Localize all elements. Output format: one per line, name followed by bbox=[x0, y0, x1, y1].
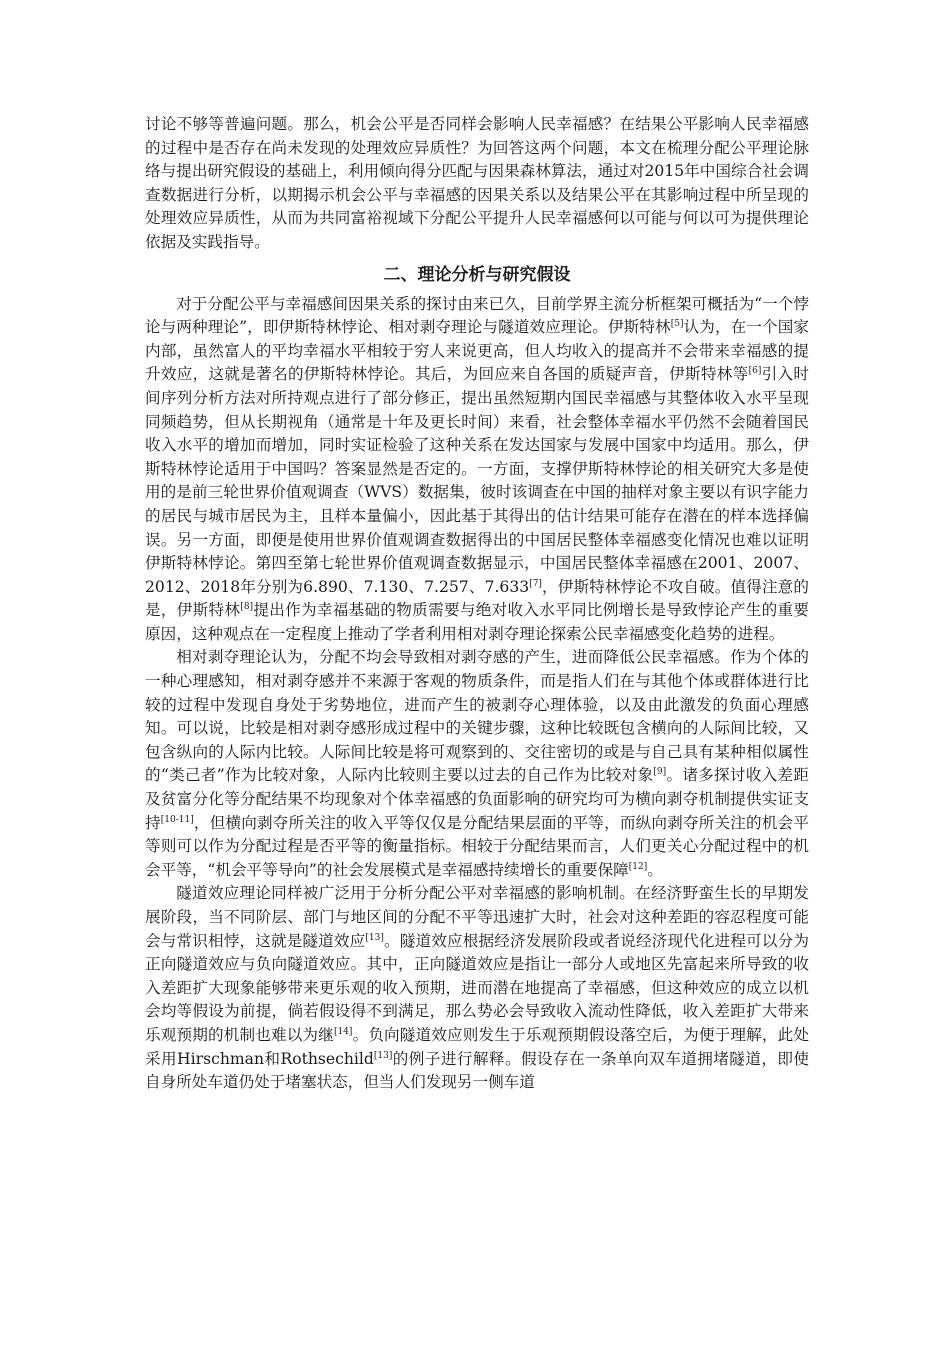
citation-ref: [12] bbox=[628, 861, 648, 872]
text-run: 对于分配公平与幸福感间因果关系的探讨由来已久，目前学界主流分析框架可概括为“一个悖论与两种理论”，即伊斯特林悖论、相对剥夺理论与隧道效应理论。伊斯特林 bbox=[145, 294, 809, 337]
section-heading: 二、理论分析与研究假设 bbox=[383, 264, 571, 285]
text-run: 。隧道效应根据经济发展阶段或者说经济现代化进程可以分为正向隧道效应与负向隧道效应。其中，正向隧道效应是指让一部分人或地区先富起来所导致的收入差距扩大现象能够带来更乐观的收入预期，进而潜在地提高了幸福感，但这种效应的成立以机会均等假设为前提，倘若假设得不到满足，那么势必会导致收入流动性降低，收入差距扩大带来乐观预期的机制也难以为继 bbox=[145, 931, 809, 1044]
text-run: ，但横向剥夺所关注的收入平等仅仅是分配结果层面的平等，而纵向剥夺所关注的机会平等则可以作为分配过程是否平等的衡量指标。相较于分配结果而言，人们更关心分配过程中的机会平等，“机会平等导向”的社会发展模式是幸福感持续增长的重要保障 bbox=[145, 813, 809, 879]
citation-ref: [14] bbox=[333, 1026, 353, 1037]
text-run: 。诸多探讨收入差距及贫富分化等分配结果不均现象对个体幸福感的负面影响的研究均可为横向剥夺机制提供实证支持 bbox=[145, 766, 809, 832]
paragraph-relative-deprivation bbox=[145, 646, 809, 882]
citation-ref: [5] bbox=[670, 318, 684, 329]
citation-ref: [13] bbox=[373, 1050, 393, 1061]
citation-ref: [9] bbox=[653, 767, 667, 778]
text-run: ，伊斯特林悖论不攻自破。值得注意的是，伊斯特林 bbox=[145, 577, 809, 620]
text-run: 。 bbox=[647, 860, 663, 879]
citation-ref: [6] bbox=[748, 366, 762, 377]
paragraph-intro-continuation: 讨论不够等普遍问题。那么，机会公平是否同样会影响人民幸福感？在结果公平影响人民幸福感的过程中是否存在尚未发现的处理效应异质性？为回答这两个问题，本文在梳理分配公平理论脉络与提出研究假设的基础上，利用倾向得分匹配与因果森林算法，通过对2015年中国综合社会调查数据进行分析，以期揭示机会公平与幸福感的因果关系以及结果公平在其影响过程中所呈现的处理效应异质性，从而为共同富裕视域下分配公平提升人民幸福感何以可能与何以可为提供理论依据及实践指导。 bbox=[145, 115, 809, 251]
text-run: 认为，在一个国家内部，虽然富人的平均幸福水平相较于穷人来说更高，但人均收入的提高并不会带来幸福感的提升效应，这就是著名的伊斯特林悖论。其后，为回应来自各国的质疑声音，伊斯特林等 bbox=[145, 318, 809, 384]
citation-ref: [13] bbox=[365, 932, 384, 943]
citation-ref: [8] bbox=[240, 602, 254, 613]
article-page bbox=[145, 113, 809, 1095]
text-run: 隧道效应理论同样被广泛用于分析分配公平对幸福感的影响机制。在经济野蛮生长的早期发展阶段，当不同阶层、部门与地区间的分配不平等迅速扩大时，社会对这种差距的容忍程度可能会与常识相悖，这就是隧道效应 bbox=[145, 884, 809, 950]
text-run: 的例子进行解释。假设存在一条单向双车道拥堵隧道，即使自身所处车道仍处于堵塞状态，但当人们发现另一侧车道 bbox=[145, 1049, 809, 1092]
paragraph-easterlin-paradox bbox=[145, 293, 809, 647]
text-run: 引入时间序列分析方法对所持观点进行了部分修正，提出虽然短期内国民幸福感与其整体收入水平呈现同频趋势，但从长期视角（通常是十年及更长时间）来看，社会整体幸福水平仍然不会随着国民收入水平的增加而增加，同时实证检验了这种关系在发达国家与发展中国家中均适用。那么，伊斯特林悖论适用于中国吗？答案显然是否定的。一方面，支撑伊斯特林悖论的相关研究大多是使用的是前三轮世界价值观调查（WVS）数据集，彼时该调查在中国的抽样对象主要以有识字能力的居民与城市居民为主，且样本量偏小，因此基于其得出的估计结果可能存在潜在的样本选择偏误。另一方面，即便是使用世界价值观调查数据得出的中国居民整体幸福感变化情况也难以证明伊斯特林悖论。第四至第七轮世界价值观调查数据显示，中国居民整体幸福感在2001、2007、2012、2018年分别为6.890、7.130、7.257、7.633 bbox=[145, 365, 809, 596]
text-run: 提出作为幸福基础的物质需要与绝对收入水平同比例增长是导致悖论产生的重要原因，这种观点在一定程度上推动了学者利用相对剥夺理论探索公民幸福感变化趋势的进程。 bbox=[145, 601, 809, 643]
paragraph-tunnel-effect bbox=[145, 882, 809, 1094]
citation-ref: [7] bbox=[529, 578, 542, 589]
text-run: 相对剥夺理论认为，分配不均会导致相对剥夺感的产生，进而降低公民幸福感。作为个体的一种心理感知，相对剥夺感并不来源于客观的物质条件，而是指人们在与其他个体或群体进行比较的过程中发现自身处于劣势地位，进而产生的被剥夺心理体验，以及由此激发的负面心理感知。可以说，比较是相对剥夺感形成过程中的关键步骤，这种比较既包含横向的人际间比较，又包含纵向的人际内比较。人际间比较是将可观察到的、交往密切的或是与自己具有某种相似属性的“类己者”作为比较对象，人际内比较则主要以过去的自己作为比较对象 bbox=[145, 648, 809, 785]
text-run: 。负向隧道效应则发生于乐观预期假设落空后，为便于理解，此处采用Hirschman和Rothsechild bbox=[145, 1025, 809, 1068]
citation-ref: [10-11] bbox=[160, 814, 194, 825]
